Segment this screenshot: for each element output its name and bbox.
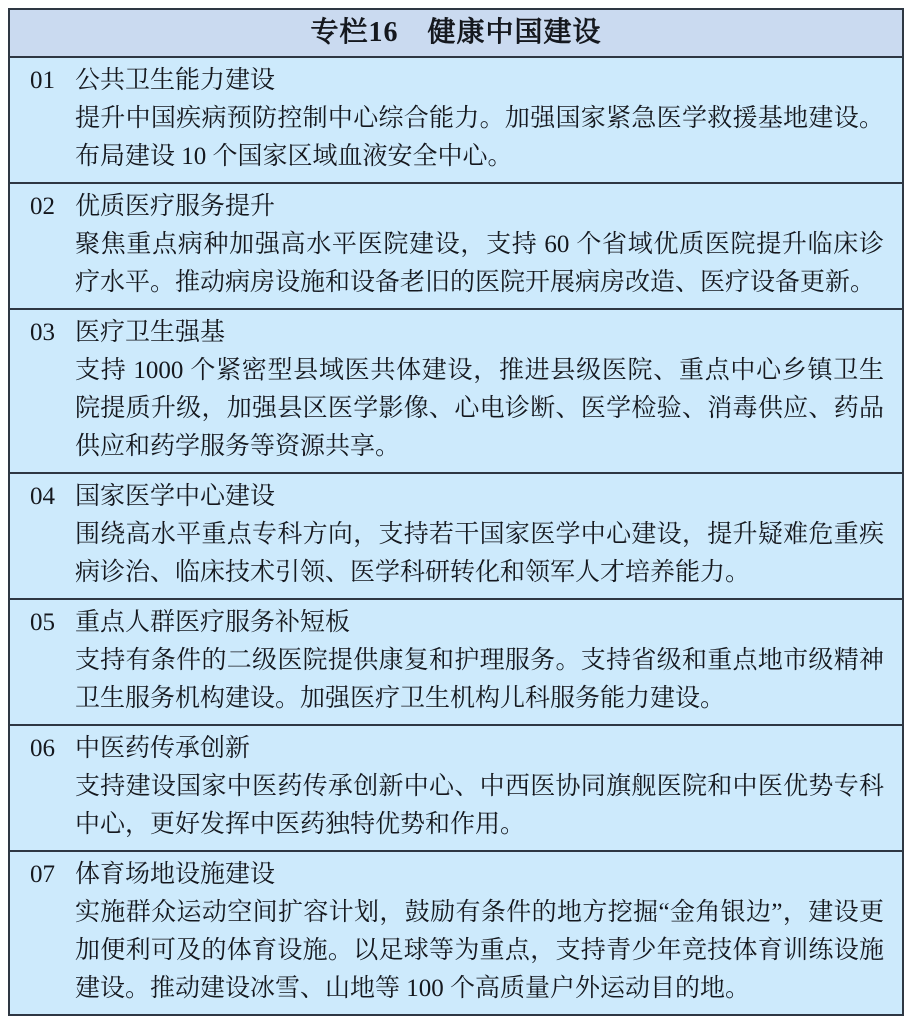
- section-body: 提升中国疾病预防控制中心综合能力。加强国家紧急医学救援基地建设。布局建设 10 个国家区域血液安全中心。: [75, 105, 884, 170]
- section-heading: [30, 314, 884, 352]
- section-01: [10, 58, 902, 184]
- section-title: 重点人群医疗服务补短板: [75, 609, 351, 636]
- panel-title: 专栏16 健康中国建设: [10, 10, 902, 58]
- section-title: 医疗卫生强基: [75, 319, 226, 346]
- section-body: 聚焦重点病种加强高水平医院建设，支持 60 个省域优质医院提升临床诊疗水平。推动病房设施和设备老旧的医院开展病房改造、医疗设备更新。: [75, 231, 884, 296]
- section-heading: [30, 730, 884, 768]
- section-title: 中医药传承创新: [75, 735, 251, 762]
- section-body: 围绕高水平重点专科方向，支持若干国家医学中心建设，提升疑难危重疾病诊治、临床技术引领、医学科研转化和领军人才培养能力。: [75, 521, 884, 586]
- section-03: [10, 310, 902, 474]
- section-number: 06: [30, 735, 55, 762]
- section-number: 01: [30, 67, 55, 94]
- section-number: 05: [30, 609, 55, 636]
- section-title: 体育场地设施建设: [75, 861, 276, 888]
- section-title: 公共卫生能力建设: [75, 67, 276, 94]
- section-body: 支持 1000 个紧密型县域医共体建设，推进县级医院、重点中心乡镇卫生院提质升级，加强县区医学影像、心电诊断、医学检验、消毒供应、药品供应和药学服务等资源共享。: [75, 357, 884, 460]
- section-06: [10, 726, 902, 852]
- policy-column-box: [8, 8, 904, 1016]
- section-body: 实施群众运动空间扩容计划，鼓励有条件的地方挖掘“金角银边”，建设更加便利可及的体育设施。以足球等为重点，支持青少年竞技体育训练设施建设。推动建设冰雪、山地等 100 个高质量户外运动目的地。: [75, 899, 884, 1002]
- section-04: [10, 474, 902, 600]
- section-number: 03: [30, 319, 55, 346]
- section-body: 支持建设国家中医药传承创新中心、中西医协同旗舰医院和中医优势专科中心，更好发挥中医药独特优势和作用。: [75, 773, 884, 838]
- section-number: 07: [30, 861, 55, 888]
- section-heading: [30, 62, 884, 100]
- section-02: [10, 184, 902, 310]
- section-heading: [30, 188, 884, 226]
- section-number: 04: [30, 483, 55, 510]
- section-body: 支持有条件的二级医院提供康复和护理服务。支持省级和重点地市级精神卫生服务机构建设。加强医疗卫生机构儿科服务能力建设。: [75, 647, 884, 712]
- section-heading: [30, 604, 884, 642]
- section-title: 国家医学中心建设: [75, 483, 276, 510]
- section-number: 02: [30, 193, 55, 220]
- section-heading: [30, 478, 884, 516]
- section-title: 优质医疗服务提升: [75, 193, 276, 220]
- section-07: [10, 852, 902, 1014]
- section-05: [10, 600, 902, 726]
- section-heading: [30, 856, 884, 894]
